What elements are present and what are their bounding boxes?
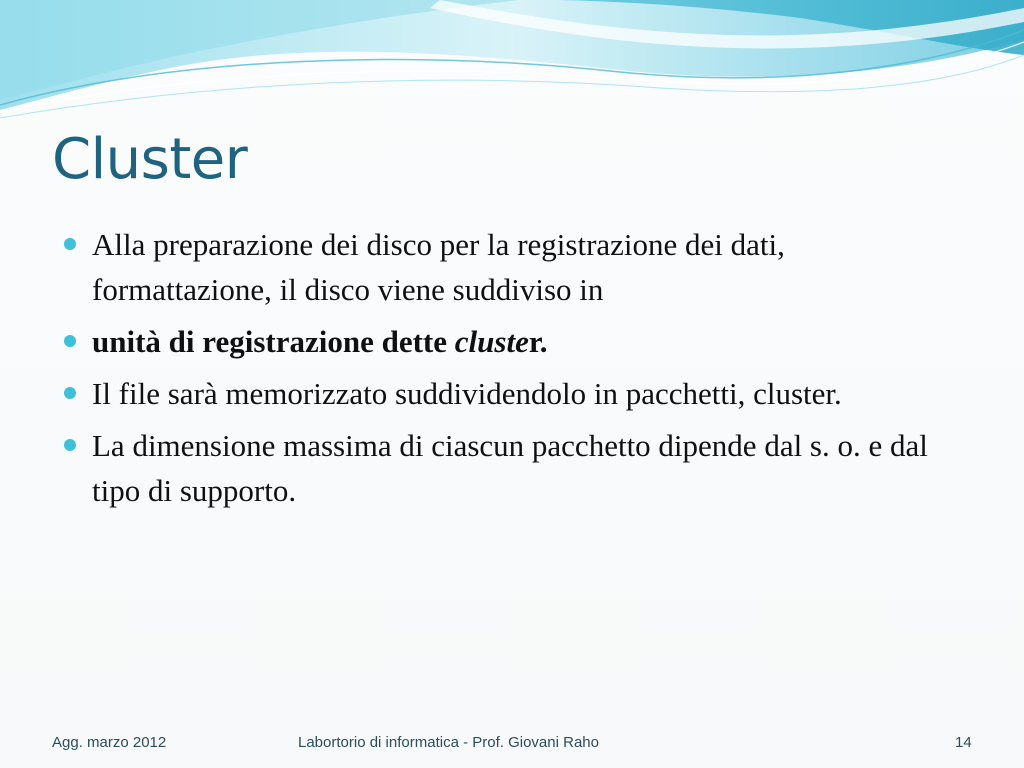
bullet-dot-icon — [64, 335, 76, 347]
bullet-bold-italic-term: cluste — [454, 324, 529, 359]
bullet-text: Alla preparazione dei disco per la registrazione dei dati, formattazione, il disco viene suddiviso in — [92, 227, 785, 307]
bullet-text-bold — [92, 324, 548, 359]
footer-date: Agg. marzo 2012 — [52, 734, 167, 751]
bullet-text: Il file sarà memorizzato suddividendolo in pacchetti, cluster. — [92, 376, 842, 411]
bullet-text: La dimensione massima di ciascun pacchetto dipende dal s. o. e dal tipo di supporto. — [92, 428, 928, 508]
bullet-dot-icon — [64, 238, 76, 250]
bullet-item — [62, 222, 962, 312]
bullet-item — [62, 319, 962, 364]
bullet-dot-icon — [64, 439, 76, 451]
header-wave-decoration — [0, 0, 1024, 130]
bullet-list — [62, 222, 962, 520]
bullet-bold-suffix: r. — [528, 324, 548, 359]
bullet-item — [62, 371, 962, 416]
bullet-dot-icon — [64, 387, 76, 399]
footer-course: Labortorio di informatica - Prof. Giovani Raho — [298, 734, 599, 751]
footer-page-number: 14 — [955, 734, 972, 751]
slide-title: Cluster — [52, 127, 248, 192]
bullet-bold-prefix: unità di registrazione dette — [92, 324, 455, 359]
bullet-item — [62, 423, 962, 513]
